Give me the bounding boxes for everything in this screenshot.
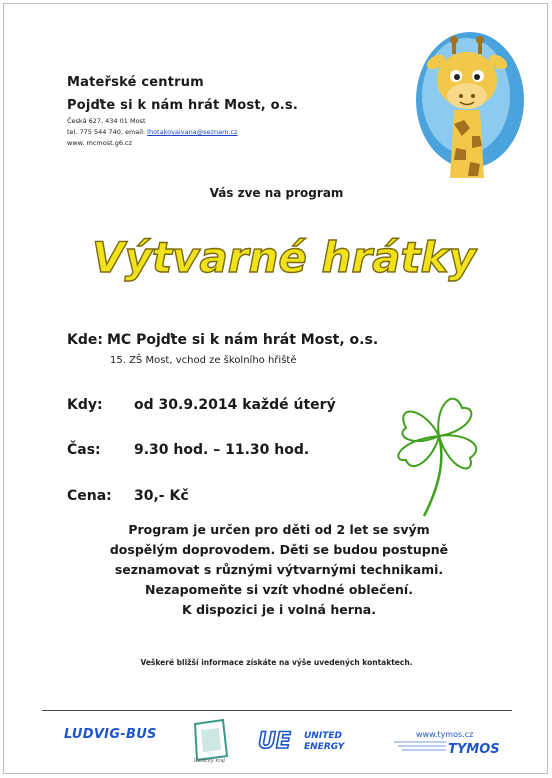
- ue-line1: UNITED: [304, 731, 342, 741]
- info-text: Veškeré bližší informace získáte na výše uvedených kontaktech.: [140, 658, 413, 667]
- tymos-name: TYMOS: [448, 742, 500, 756]
- program-title: [84, 216, 484, 296]
- org-phone: tel. 775 544 740, email:: [67, 128, 148, 136]
- footer-divider: [42, 710, 512, 711]
- org-name-line2: Pojďte si k nám hrát Most, o.s.: [67, 98, 298, 113]
- program-title-text: Výtvarné hrátky: [92, 233, 476, 282]
- org-email-link[interactable]: lhotakovaivana@seznam.cz: [147, 128, 238, 136]
- org-name-line1: Mateřské centrum: [67, 75, 204, 90]
- detail-cena: [67, 488, 189, 504]
- ue-mark: UE: [258, 729, 291, 754]
- ue-line2: ENERGY: [304, 742, 345, 752]
- org-address: Česká 627, 434 01 Most: [67, 117, 146, 125]
- invite-text: Vás zve na program: [209, 186, 344, 200]
- description-line: Program je určen pro děti od 2 let se svým: [128, 522, 430, 537]
- ustecky-kraj-label: Ústecký kraj: [194, 758, 225, 764]
- kdy-value: od 30.9.2014 každé úterý: [134, 397, 336, 413]
- description-line: K dispozici je i volná herna.: [182, 602, 376, 617]
- kde-subtext: 15. ZŠ Most, vchod ze školního hřiště: [110, 355, 297, 366]
- detail-kdy: [67, 397, 336, 413]
- org-contact: [67, 127, 407, 138]
- description-line: dospělým doprovodem. Děti se budou postupně: [109, 542, 449, 557]
- cena-value: 30,- Kč: [134, 488, 189, 504]
- cena-label: Cena:: [67, 488, 112, 504]
- program-description: [64, 520, 494, 620]
- kde-value: MC Pojďte si k nám hrát Most, o.s.: [107, 332, 379, 348]
- tymos-logo: [394, 728, 504, 756]
- kdy-label: Kdy:: [67, 397, 103, 413]
- org-web: www. mcmost.g6.cz: [67, 139, 133, 147]
- ludvig-bus-logo: LUDVIG-BUS: [64, 727, 157, 742]
- description-line: seznamovat s různými výtvarnými technikami.: [114, 562, 444, 577]
- detail-kde: [67, 332, 379, 348]
- organization-header: [67, 74, 407, 149]
- poster-page: [3, 3, 548, 774]
- tymos-url: www.tymos.cz: [416, 730, 474, 739]
- united-energy-logo: [258, 726, 358, 754]
- giraffe-icon: [414, 32, 526, 178]
- cas-value: 9.30 hod. – 11.30 hod.: [134, 442, 310, 458]
- detail-cas: [67, 442, 310, 458]
- four-leaf-clover-icon: [384, 376, 494, 521]
- cas-label: Čas:: [67, 442, 101, 458]
- kde-label: Kde:: [67, 332, 103, 348]
- description-line: Nezapomeňte si vzít vhodné oblečení.: [145, 582, 413, 597]
